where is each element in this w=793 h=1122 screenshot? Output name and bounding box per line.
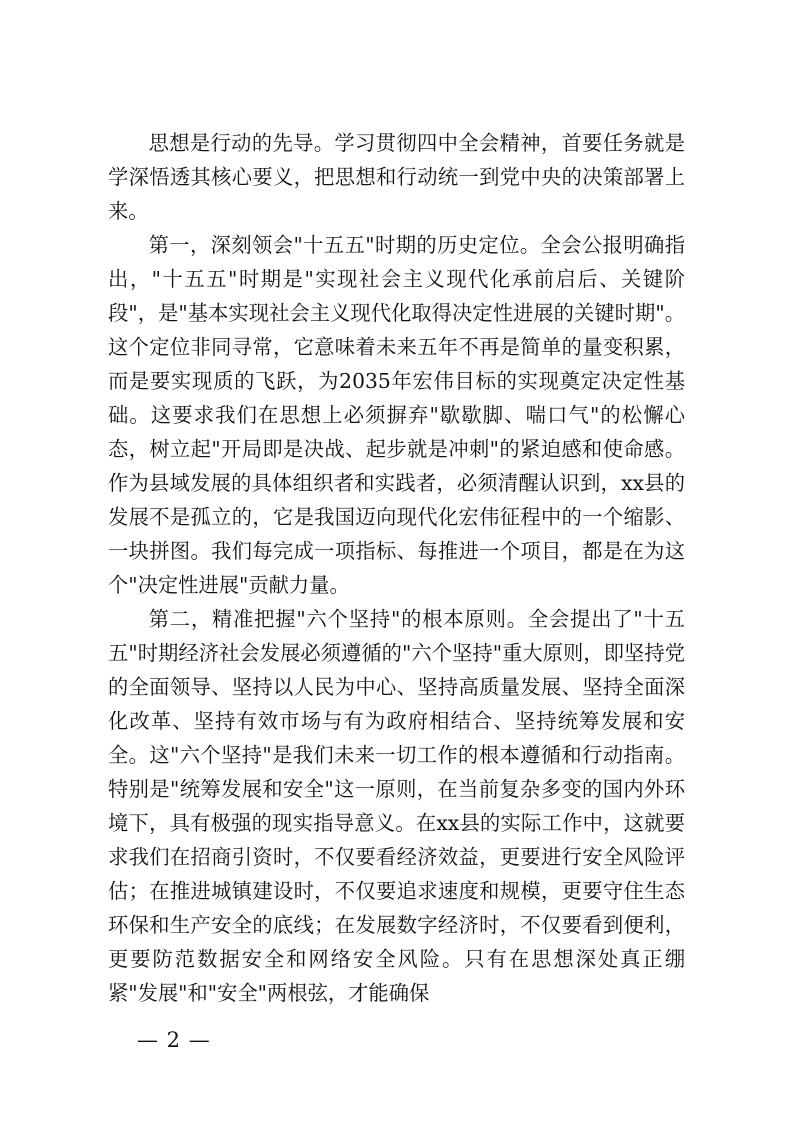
paragraph-six-principles: 第二，精准把握"六个坚持"的根本原则。全会提出了"十五五"时期经济社会发展必须遵循的"六个坚持"重大原则，即坚持党的全面领导、坚持以人民为中心、坚持高质量发展、坚持全面深化改革、坚持有效市场与有为政府相结合、坚持统筹发展和安全。这"六个坚持"是我们未来一切工作的根本遵循和行动指南。特别是"统筹发展和安全"这一原则，在当前复杂多变的国内外环境下，具有极强的现实指导意义。在xx县的实际工作中，这就要求我们在招商引资时，不仅要看经济效益，更要进行安全风险评估；在推进城镇建设时，不仅要追求速度和规模，更要守住生态环保和生产安全的底线；在发展数字经济时，不仅要看到便利，更要防范数据安全和网络安全风险。只有在思想深处真正绷紧"发展"和"安全"两根弦，才能确保 [108,607,685,1005]
document-body [108,126,685,1010]
page-number: — 2 — [137,1028,211,1052]
paragraph-thought-guidance: 思想是行动的先导。学习贯彻四中全会精神，首要任务就是学深悟透其核心要义，把思想和行动统一到党中央的决策部署上来。 [108,131,685,223]
paragraph-historical-position: 第一，深刻领会"十五五"时期的历史定位。全会公报明确指出，"十五五"时期是"实现社会主义现代化承前启后、关键阶段"，是"基本实现社会主义现代化取得决定性进展的关键时期"。这个定位非同寻常，它意味着未来五年不再是简单的量变积累，而是要实现质的飞跃，为2035年宏伟目标的实现奠定决定性基础。这要求我们在思想上必须摒弃"歇歇脚、喘口气"的松懈心态，树立起"开局即是决战、起步就是冲刺"的紧迫感和使命感。作为县域发展的具体组织者和实践者，必须清醒认识到，xx县的发展不是孤立的，它是我国迈向现代化宏伟征程中的一个缩影、一块拼图。我们每完成一项指标、每推进一个项目，都是在为这个"决定性进展"贡献力量。 [108,233,685,597]
